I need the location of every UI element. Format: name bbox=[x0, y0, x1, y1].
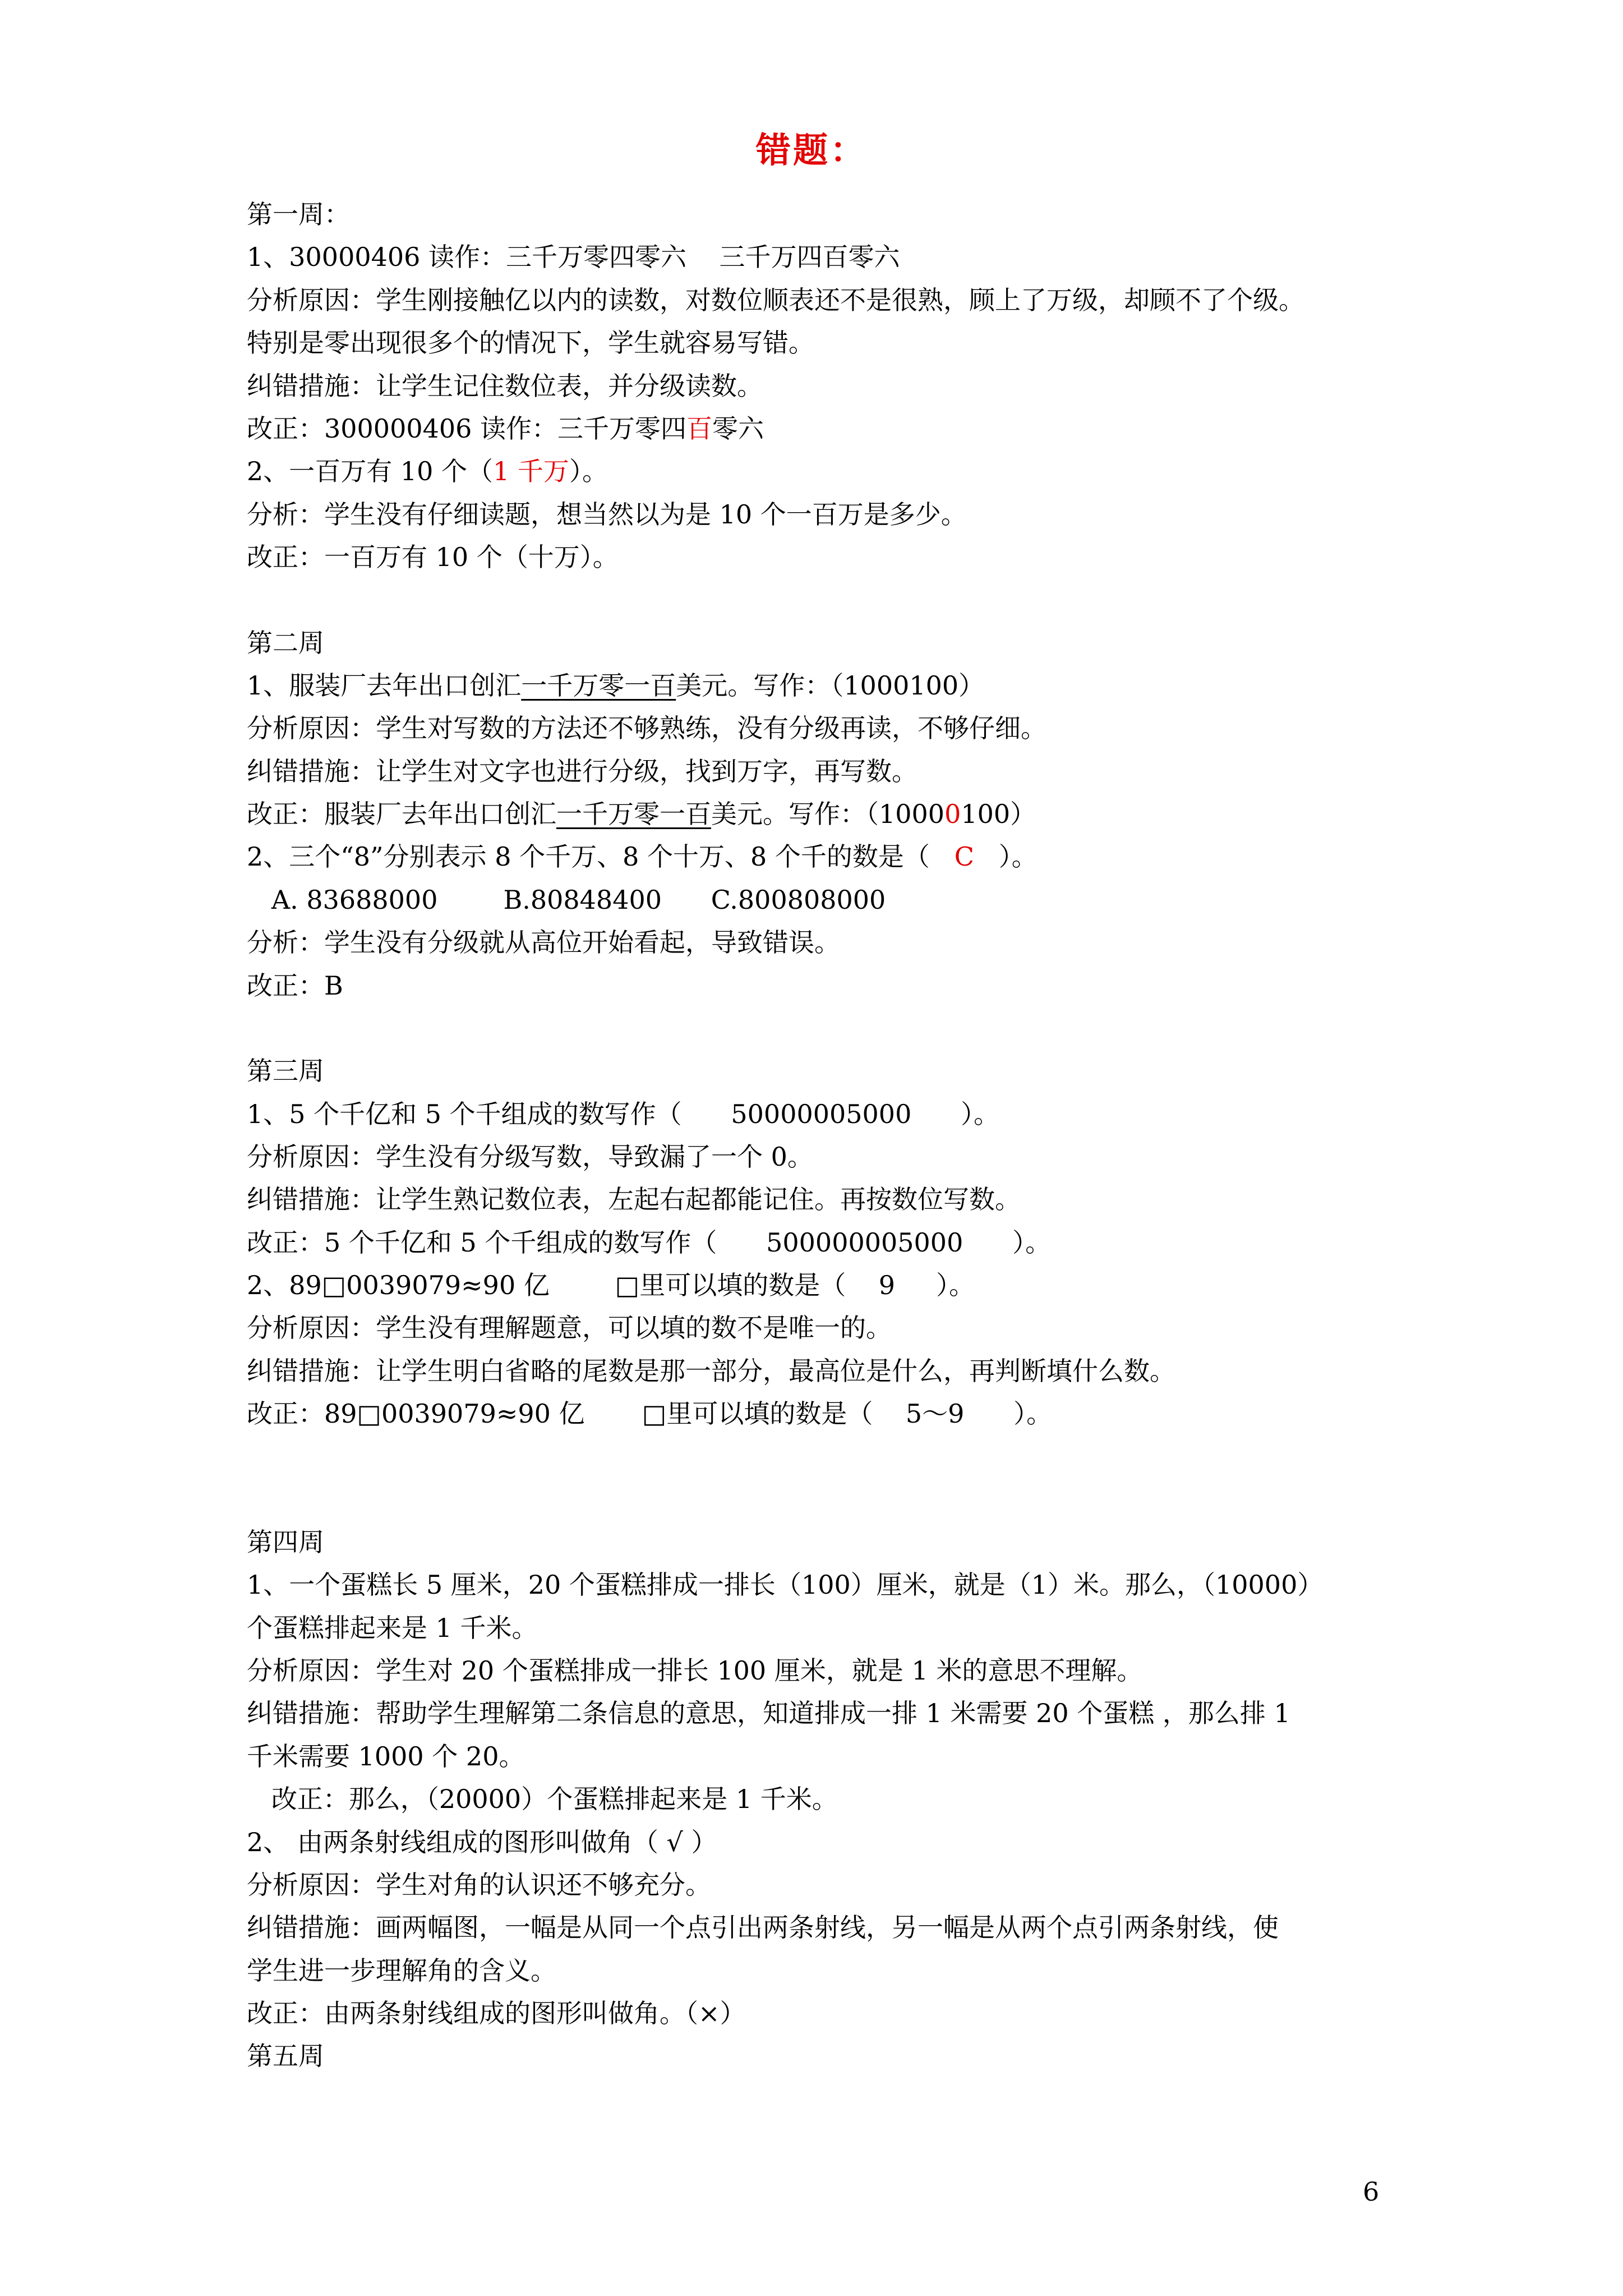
week2-q2-options: A. 83688000 B.80848400 C.800808000 bbox=[247, 885, 886, 915]
week3-q2: 2、89□0039079≈90 亿 □里可以填的数是（ 9 ）。 bbox=[247, 1270, 975, 1300]
week4-q2-analysis: 分析原因：学生对角的认识还不够充分。 bbox=[247, 1870, 711, 1900]
week2-q1-analysis: 分析原因：学生对写数的方法还不够熟练，没有分级再读，不够仔细。 bbox=[247, 713, 1046, 743]
week3-q2-fix: 改正：89□0039079≈90 亿 □里可以填的数是（ 5～9 ）。 bbox=[247, 1398, 1053, 1429]
week4-q2-measure-cont: 学生进一步理解角的含义。 bbox=[247, 1955, 556, 1986]
week1-q1-measure: 纠错措施：让学生记住数位表，并分级读数。 bbox=[247, 371, 763, 401]
week2-q2-analysis: 分析：学生没有分级就从高位开始看起，导致错误。 bbox=[247, 927, 840, 958]
week4-q1-measure-cont: 千米需要 1000 个 20。 bbox=[247, 1741, 525, 1772]
week1-q2-fix: 改正：一百万有 10 个（十万）。 bbox=[247, 542, 619, 572]
week4-q1-cont: 个蛋糕排起来是 1 千米。 bbox=[247, 1613, 538, 1643]
week1-q1-analysis-cont: 特别是零出现很多个的情况下，学生就容易写错。 bbox=[247, 328, 814, 358]
week4-q1-fix: 改正：那么，（20000）个蛋糕排起来是 1 千米。 bbox=[247, 1784, 838, 1814]
week2-q2-fix: 改正：B bbox=[247, 970, 343, 1001]
week2-q1-measure: 纠错措施：让学生对文字也进行分级，找到万字，再写数。 bbox=[247, 756, 917, 786]
week3-q1-analysis: 分析原因：学生没有分级写数，导致漏了一个 0。 bbox=[247, 1142, 813, 1172]
week4-q1-analysis: 分析原因：学生对 20 个蛋糕排成一排长 100 厘米，就是 1 米的意思不理解。 bbox=[247, 1655, 1143, 1686]
week4-q1-measure: 纠错措施：帮助学生理解第二条信息的意思，知道排成一排 1 米需要 20 个蛋糕 ，那么排 1 bbox=[247, 1698, 1290, 1728]
week4-q2-fix: 改正：由两条射线组成的图形叫做角。（×） bbox=[247, 1998, 746, 2028]
week3-q1: 1、5 个千亿和 5 个千组成的数写作（ 50000005000 ）。 bbox=[247, 1099, 1000, 1129]
week5-heading: 第五周 bbox=[247, 2041, 324, 2071]
week1-q2: 2、一百万有 10 个（1 千万）。 bbox=[247, 456, 608, 486]
underlined-text: 一千万零一百 bbox=[556, 799, 711, 829]
week3-q1-fix: 改正：5 个千亿和 5 个千组成的数写作（ 500000005000 ）。 bbox=[247, 1227, 1052, 1258]
wrong-answer-highlight: 1 千万 bbox=[493, 456, 569, 486]
week2-q1: 1、服装厂去年出口创汇一千万零一百美元。写作：（1000100） bbox=[247, 670, 985, 701]
week3-q1-measure: 纠错措施：让学生熟记数位表，左起右起都能记住。再按数位写数。 bbox=[247, 1184, 1021, 1214]
week1-heading: 第一周： bbox=[247, 199, 350, 229]
wrong-answer-highlight: C bbox=[954, 841, 974, 872]
week2-q2: 2、三个“8”分别表示 8 个千万、8 个十万、8 个千的数是（ C ）。 bbox=[247, 841, 1038, 872]
week4-q2-measure: 纠错措施：画两幅图，一幅是从同一个点引出两条射线，另一幅是从两个点引两条射线，使 bbox=[247, 1912, 1279, 1943]
week3-heading: 第三周 bbox=[247, 1056, 324, 1086]
week4-q1: 1、一个蛋糕长 5 厘米，20 个蛋糕排成一排长（100）厘米，就是（1）米。那么，（10000） bbox=[247, 1570, 1324, 1600]
page-title: 错题： bbox=[755, 130, 867, 171]
week2-heading: 第二周 bbox=[247, 628, 324, 658]
week4-heading: 第四周 bbox=[247, 1527, 324, 1557]
week1-q1: 1、30000406 读作：三千万零四零六 三千万四百零六 bbox=[247, 242, 900, 272]
week1-q1-fix: 改正：300000406 读作：三千万零四百零六 bbox=[247, 413, 764, 444]
week1-q1-analysis: 分析原因：学生刚接触亿以内的读数，对数位顺表还不是很熟，顾上了万级，却顾不了个级。 bbox=[247, 285, 1304, 315]
week4-q2: 2、 由两条射线组成的图形叫做角（ √ ） bbox=[247, 1827, 717, 1857]
week3-q2-measure: 纠错措施：让学生明白省略的尾数是那一部分，最高位是什么，再判断填什么数。 bbox=[247, 1356, 1175, 1386]
week3-q2-analysis: 分析原因：学生没有理解题意，可以填的数不是唯一的。 bbox=[247, 1313, 892, 1343]
correction-highlight: 百 bbox=[686, 413, 713, 444]
correction-highlight: 0 bbox=[944, 799, 961, 829]
underlined-text: 一千万零一百 bbox=[521, 670, 676, 701]
week1-q2-analysis: 分析：学生没有仔细读题，想当然以为是 10 个一百万是多少。 bbox=[247, 499, 967, 530]
week2-q1-fix: 改正：服装厂去年出口创汇一千万零一百美元。写作：（10000100） bbox=[247, 799, 1036, 829]
page-number: 6 bbox=[1363, 2177, 1380, 2207]
